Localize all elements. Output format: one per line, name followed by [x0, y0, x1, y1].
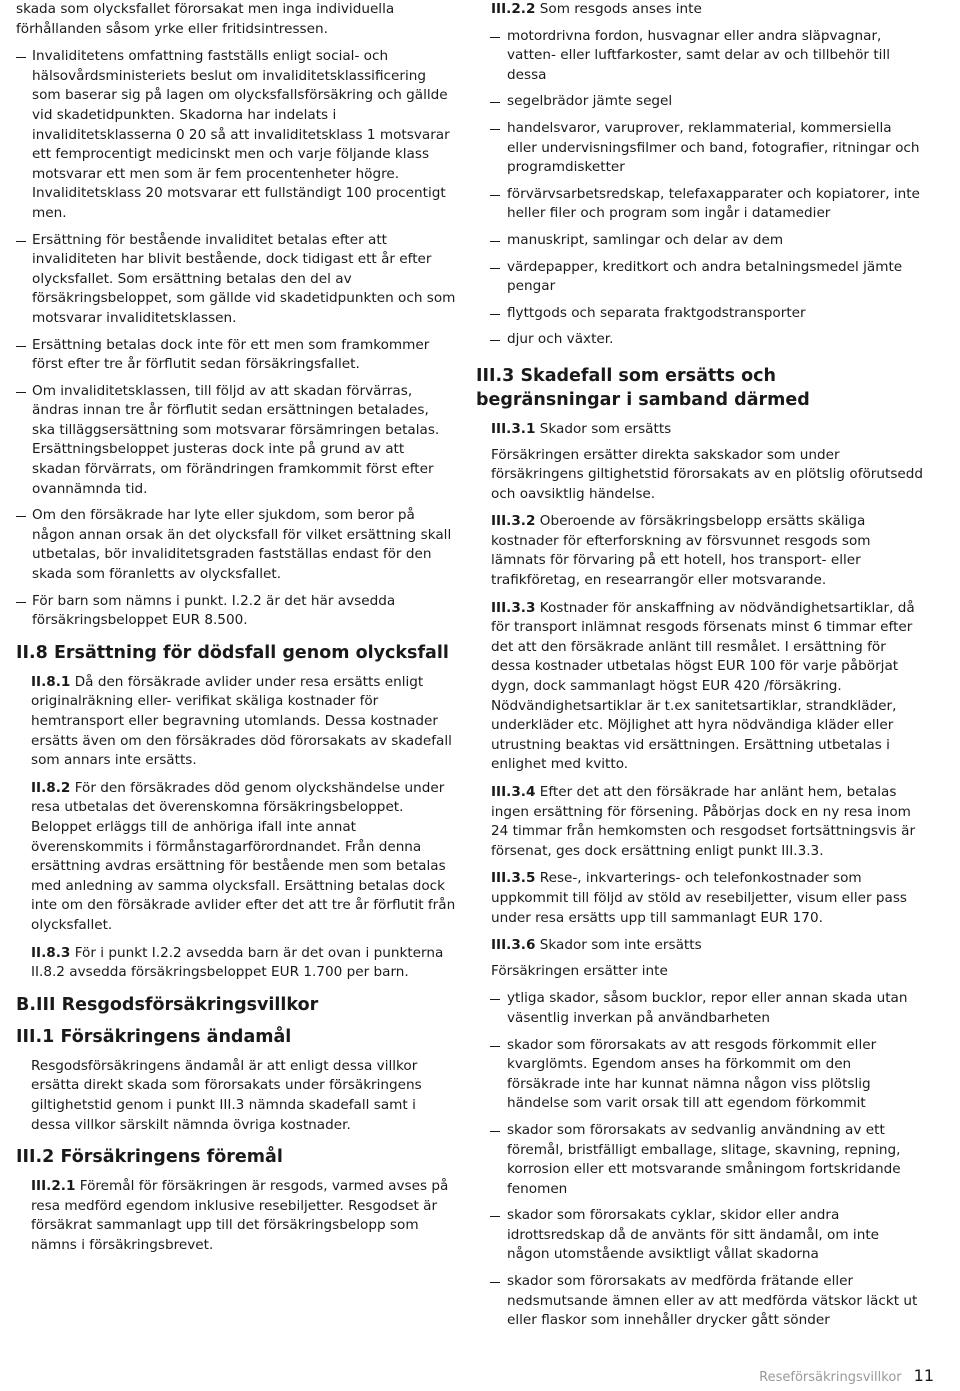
- page-number: 11: [913, 1366, 934, 1385]
- list-item: förvärvsarbetsredskap, telefaxapparater och kopiatorer, inte heller filer och program som ingår i datamedier: [476, 185, 924, 224]
- list-item: handelsvaror, varuprover, reklammaterial, kommersiella eller undervisningsfilmer och band, fotografier, ritningar och programdisketter: [476, 119, 924, 178]
- list-item: Om den försäkrade har lyte eller sjukdom, som beror på någon annan orsak än det olycksfall för vilket ersättning skall utbetalas, bör invaliditetsgraden fastställas endast för den skada som föranletts av olycksfallet.: [16, 506, 456, 584]
- paragraph-iii32: [476, 512, 924, 590]
- paragraph-iii21: [16, 1177, 456, 1255]
- clause-number: III.3.1: [491, 420, 536, 437]
- list-item: ytliga skador, såsom bucklor, repor eller annan skada utan väsentlig inverkan på användbarheten: [476, 989, 924, 1028]
- right-column: [476, 0, 924, 1338]
- clause-text: Kostnader för anskaffning av nödvändighetsartiklar, då för transport inlämnat resgods försenats minst 6 timmar efter det att den försäkrade anlänt till resmålet. I ersättning för dessa kostnader utbetalas högst EUR 100 för varje påbörjat dygn, dock sammanlagt högst EUR 420 /försäkring. Nödvändighetsartiklar är t.ex sanitetsartiklar, strandkläder, underkläder etc. Möjlighet att hyra nödvändiga kläder eller utrustning beaktas vid ersättningen. Ersättning utbetalas i enlighet med kvitto.: [491, 599, 915, 773]
- clause-title: Skador som inte ersätts: [535, 937, 702, 954]
- section-heading-iii3: III.3 Skadefall som ersätts och begränsningar i samband därmed: [476, 365, 810, 410]
- clause-number: II.8.3: [31, 944, 71, 961]
- section-heading-iii2: III.2 Försäkringens föremål: [16, 1147, 283, 1168]
- list-item: djur och växter.: [476, 330, 924, 350]
- clause-number: III.3.4: [491, 784, 536, 800]
- section-heading-biii: B.III Resgodsförsäkringsvillkor: [16, 994, 319, 1015]
- list-item: Invaliditetens omfattning fastställs enligt social- och hälsovårdsministeriets beslut om invaliditetsklassificering som baserar sig på lagen om olycksfallsförsäkring och gällde vid skadetidpunkten. Skadorna har indelats i invaliditetsklasserna 0 20 så att invaliditetsklass 1 motsvarar ett femprocentigt medicinskt men och varje följande klass motsvarar ett men som är fem procentenheter högre. Invaliditetsklass 20 motsvarar ett fullständigt 100 procentigt men.: [16, 47, 456, 223]
- list-item: segelbrädor jämte segel: [476, 92, 924, 112]
- section-heading-ii8: II.8 Ersättning för dödsfall genom olycksfall: [16, 642, 449, 663]
- clause-text: För den försäkrades död genom olyckshändelse under resa utbetalas det överenskomna försäkringsbeloppet. Beloppet erläggs till de anhöriga ifall inte annat överenskommits i förmånstagarförordnandet. Från denna ersättning avdras ersättning för bestående men som betalas med anledning av samma olycksfall. Ersättning betalas dock inte om den försäkrade avlider efter det att tre år förflutit från olycksfallet.: [31, 779, 456, 933]
- clause-number: III.3.5: [491, 870, 536, 887]
- paragraph-ii83: [16, 944, 456, 983]
- list-item: manuskript, samlingar och delar av dem: [476, 231, 924, 251]
- subheading-iii31: [476, 420, 924, 440]
- list-item: Om invaliditetsklassen, till följd av att skadan förvärras, ändras innan tre år förflutit sedan ersättningen betalades, ska tilläggsersättning som motsvarar försämringen betalas. Ersättningsbeloppet justeras dock inte på grund av att skadan förvärrats, om förändringen framkommit först efter ovannämnda tid.: [16, 382, 456, 500]
- list-item: Ersättning betalas dock inte för ett men som framkommer först efter tre år förflutit sedan försäkringsfallet.: [16, 336, 456, 375]
- list-item: värdepapper, kreditkort och andra betalningsmedel jämte pengar: [476, 258, 924, 297]
- paragraph-iii33: [476, 599, 924, 775]
- clause-number: II.8.2: [31, 779, 71, 796]
- clause-number: III.3.6: [491, 937, 536, 954]
- paragraph-ii81: [16, 673, 456, 771]
- clause-number: III.2.1: [31, 1178, 76, 1195]
- clause-number: III.3.3: [491, 599, 536, 616]
- clause-text: Efter det att den försäkrade har anlänt hem, betalas ingen ersättning för försening. Påbörjas dock en ny resa inom 24 timmar från hemkomsten och resgodset fortsättningsvis är försenat, ges dock ersättning enligt punkt III.3.3.: [491, 784, 916, 859]
- clause-number: II.8.1: [31, 673, 71, 690]
- subheading-iii36: [476, 936, 924, 956]
- clause-text: Rese-, inkvarterings- och telefonkostnader som uppkommit till följd av stöld av resebiljetter, visum eller pass under resa ersätts upp till sammanlagt EUR 170.: [491, 870, 907, 926]
- list-item: flyttgods och separata fraktgodstransporter: [476, 304, 924, 324]
- paragraph-iii34: [476, 783, 924, 861]
- list-item: skador som förorsakats av sedvanlig användning av ett föremål, bristfälligt emballage, slitage, skavning, repning, korrosion eller ett motsvarande småningom fortskridande fenomen: [476, 1121, 924, 1199]
- section-heading-iii1: III.1 Försäkringens ändamål: [16, 1026, 292, 1047]
- clause-number: III.2.2: [491, 1, 536, 17]
- clause-title: Skador som ersätts: [535, 420, 672, 437]
- footer-title: Reseförsäkringsvillkor: [759, 1370, 902, 1385]
- paragraph-iii1: Resgodsförsäkringens ändamål är att enligt dessa villkor ersätta direkt skada som förorsakats under försäkringens giltighetstid genom i punkt III.3 nämnda skadefall samt i dessa villkor särskilt nämnda övriga kostnader.: [31, 1057, 422, 1133]
- clause-number: III.3.2: [491, 513, 536, 530]
- paragraph-iii22: [476, 0, 924, 20]
- list-item: motordrivna fordon, husvagnar eller andra släpvagnar, vatten- eller luftfarkoster, samt delar av och tillbehör till dessa: [476, 27, 924, 86]
- clause-text: Oberoende av försäkringsbelopp ersätts skäliga kostnader för efterforskning av försvunnet resgods som lämnats för förvaring på ett hotell, hos transport- eller trafikföretag, en researrangör eller motsvarande.: [491, 513, 871, 589]
- clause-text: Föremål för försäkringen är resgods, varmed avses på resa medförd egendom inklusive resebiljetter. Resgodset är försäkrat sammanlagt upp till det försäkringsbelopp som nämns i försäkringsbrevet.: [31, 1178, 449, 1253]
- list-item: skador som förorsakats av att resgods förkommit eller kvarglömts. Egendom anses ha förkommit om den försäkrade inte har kunnat nämna någon viss plötslig händelse som varit orsak till att egendom förkommit: [476, 1036, 924, 1114]
- list-item: skador som förorsakats cyklar, skidor eller andra idrottsredskap då de använts för sitt ändamål, om inte någon utomstående avsiktligt vållat skadorna: [476, 1206, 924, 1265]
- paragraph-iii35: [476, 869, 924, 928]
- paragraph-iii36-intro: Försäkringen ersätter inte: [491, 962, 668, 979]
- list-item: skador som förorsakats av medförda frätande eller nedsmutsande ämnen eller av att medförda vätskor läckt ut eller flaskor som innehåller drycker gått sönder: [476, 1272, 924, 1331]
- list-item: Ersättning för bestående invaliditet betalas efter att invaliditeten har blivit bestående, dock tidigast ett år efter olycksfallet. Som ersättning betalas den del av försäkringsbeloppet, som gällde vid skadetidpunkten och som motsvarar invaliditetsklassen.: [16, 231, 456, 329]
- paragraph-ii82: [16, 779, 456, 936]
- paragraph-iii31: Försäkringen ersätter direkta sakskador som under försäkringens giltighetstid förorsakats av en plötslig oförutsedd och oavsiktlig händelse.: [491, 446, 924, 502]
- clause-text: Då den försäkrade avlider under resa ersätts enligt originalräkning eller- verifikat skäliga kostnader för hemtransport eller begravning utomlands. Dessa kostnader ersätts även om den försäkrades död förorsakats av skadefall som annars inte ersätts.: [31, 673, 452, 769]
- left-column: [16, 0, 456, 1263]
- clause-text: För i punkt I.2.2 avsedda barn är det ovan i punkterna II.8.2 avsedda försäkringsbeloppet EUR 1.700 per barn.: [31, 944, 444, 981]
- intro-text: skada som olycksfallet förorsakat men inga individuella förhållanden såsom yrke eller fritidsintressen.: [16, 1, 395, 37]
- clause-text: Som resgods anses inte: [535, 1, 702, 17]
- list-item: För barn som nämns i punkt. I.2.2 är det här avsedda försäkringsbeloppet EUR 8.500.: [16, 592, 456, 631]
- page-footer: [759, 1366, 934, 1385]
